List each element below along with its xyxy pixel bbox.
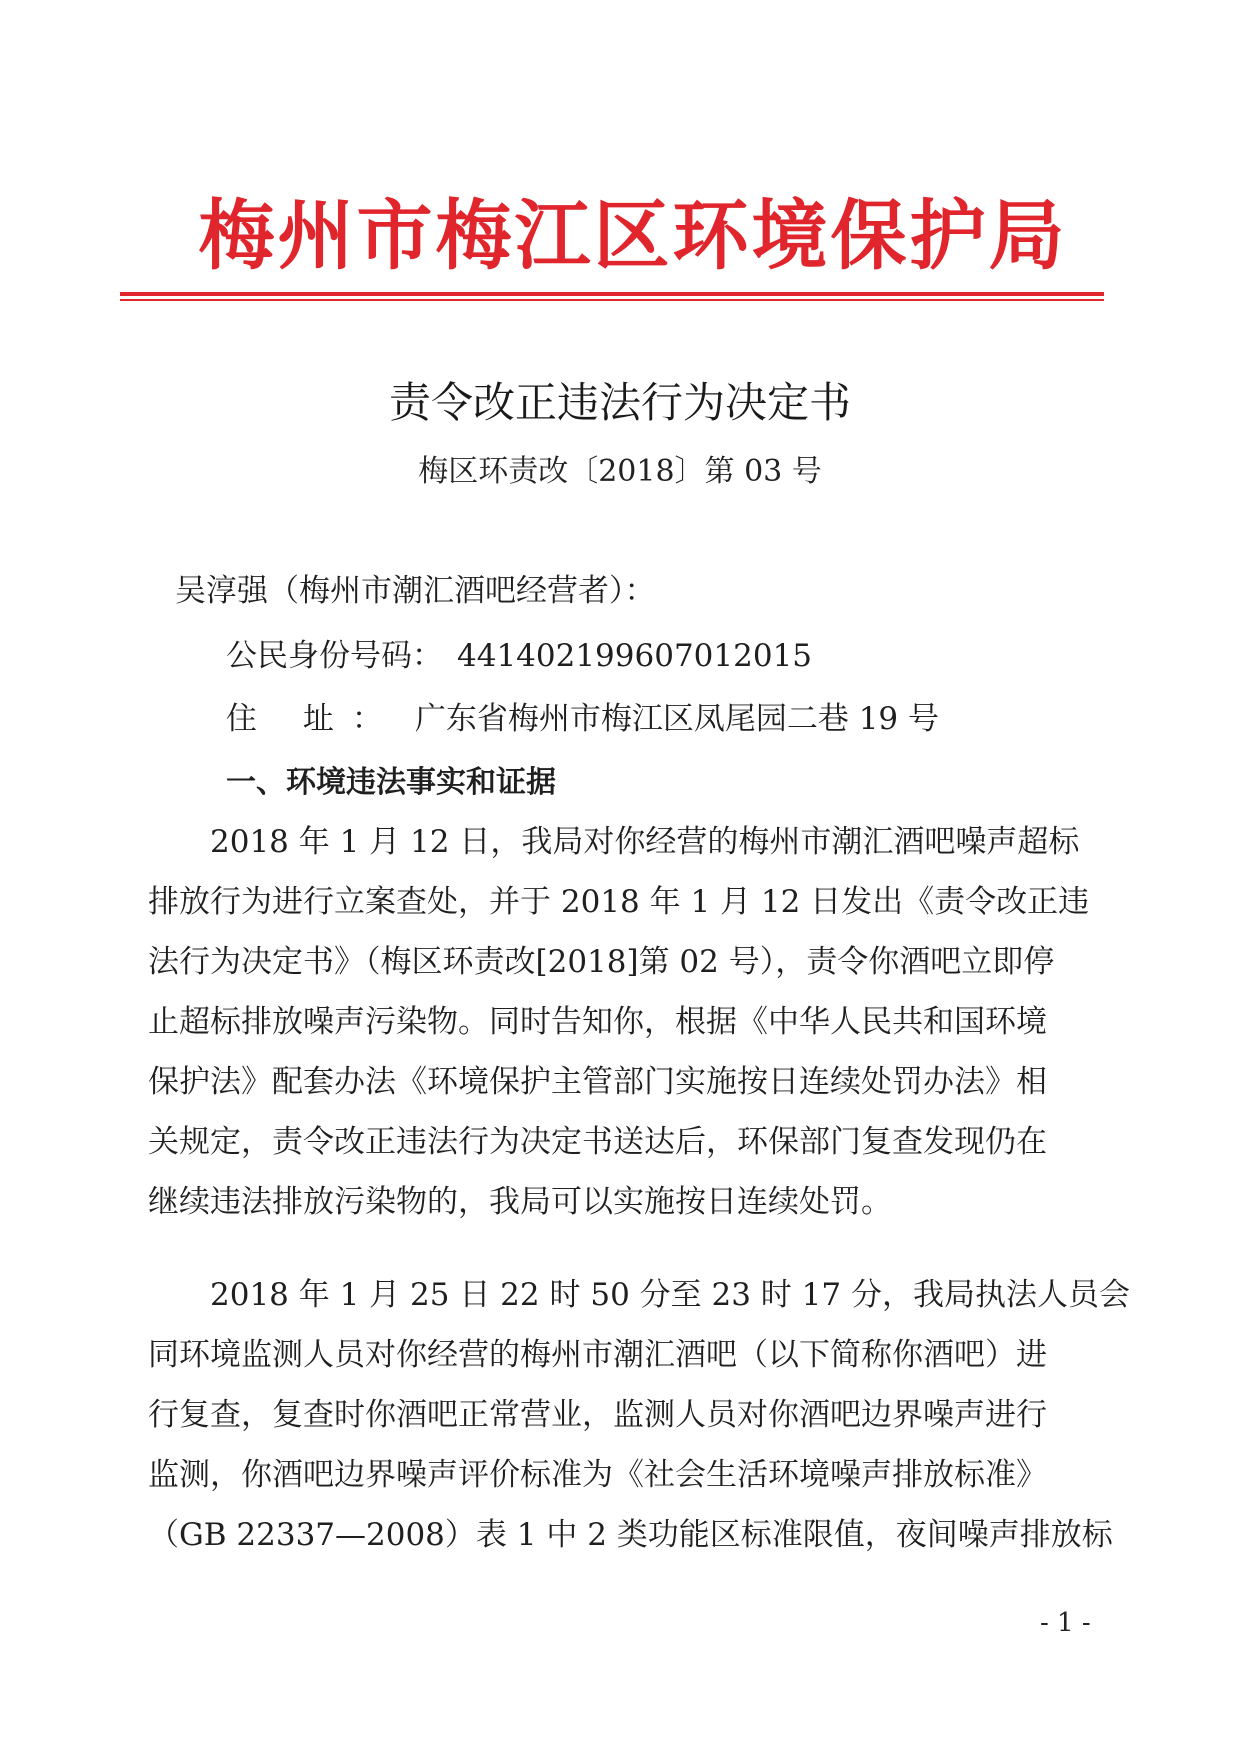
- paragraph-line: 法行为决定书》（梅区环责改[2018]第 02 号），责令你酒吧立即停: [148, 944, 1055, 980]
- addressee: 吴淳强（梅州市潮汇酒吧经营者）：: [175, 573, 656, 609]
- letterhead-rule-thick: [120, 292, 1104, 296]
- id-number-value: 441402199607012015: [457, 638, 813, 674]
- document-number: 梅区环责改〔2018〕第 03 号: [418, 454, 822, 489]
- paragraph-line: 关规定，责令改正违法行为决定书送达后，环保部门复查发现仍在: [148, 1124, 1047, 1160]
- document-title: 责令改正违法行为决定书: [388, 378, 851, 427]
- id-number-line: [226, 630, 812, 675]
- paragraph-line: 止超标排放噪声污染物。同时告知你，根据《中华人民共和国环境: [148, 1004, 1047, 1040]
- paragraph-line: 同环境监测人员对你经营的梅州市潮汇酒吧（以下简称你酒吧）进: [148, 1337, 1047, 1373]
- page-number: - 1 -: [1040, 1608, 1091, 1638]
- paragraph-1: [148, 812, 1098, 1232]
- address-line: [226, 693, 939, 738]
- paragraph-line: 排放行为进行立案查处，并于 2018 年 1 月 12 日发出《责令改正违: [148, 884, 1090, 920]
- address-label: 住 址：: [226, 701, 401, 737]
- paragraph-2: [148, 1265, 1130, 1565]
- paragraph-line: 监测，你酒吧边界噪声评价标准为《社会生活环境噪声排放标准》: [148, 1457, 1047, 1493]
- paragraph-line: 继续违法排放污染物的，我局可以实施按日连续处罚。: [148, 1184, 892, 1220]
- paragraph-line: 2018 年 1 月 12 日，我局对你经营的梅州市潮汇酒吧噪声超标: [210, 824, 1080, 860]
- paragraph-line: 行复查，复查时你酒吧正常营业，监测人员对你酒吧边界噪声进行: [148, 1397, 1047, 1433]
- paragraph-line: 保护法》配套办法《环境保护主管部门实施按日连续处罚办法》相: [148, 1064, 1047, 1100]
- paragraph-line: （GB 22337—2008）表 1 中 2 类功能区标准限值，夜间噪声排放标: [148, 1517, 1113, 1553]
- paragraph-line: 2018 年 1 月 25 日 22 时 50 分至 23 时 17 分，我局执法人员会: [210, 1277, 1130, 1313]
- letterhead-org-name: 梅州市梅江区环境保护局: [198, 191, 1068, 280]
- section-heading: 一、环境违法事实和证据: [226, 765, 556, 800]
- id-number-label: 公民身份号码：: [226, 638, 443, 674]
- address-value: 广东省梅州市梅江区凤尾园二巷 19 号: [414, 701, 940, 737]
- letterhead-rule-thin: [120, 299, 1104, 301]
